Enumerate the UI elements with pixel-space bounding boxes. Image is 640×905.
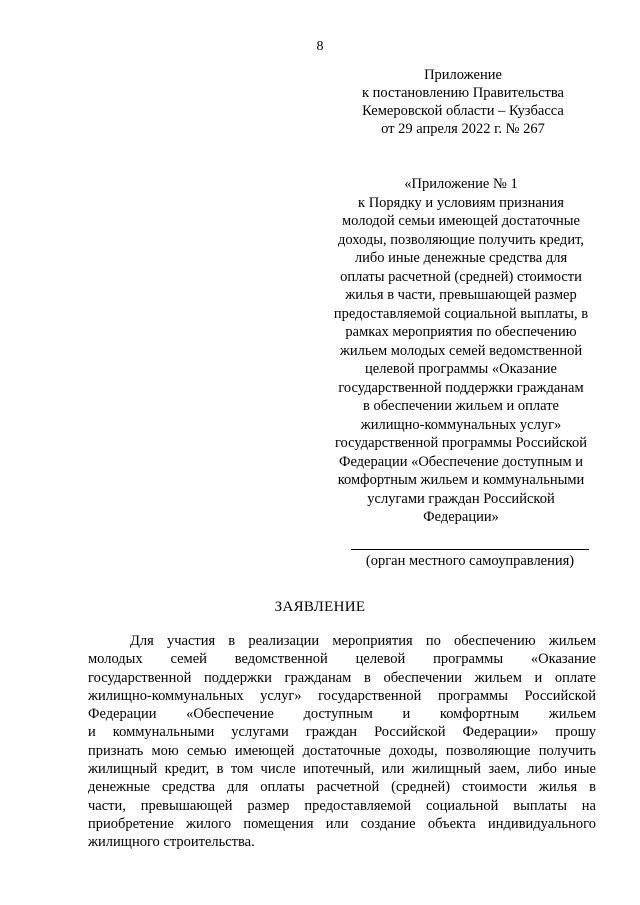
appendix-header — [318, 66, 608, 138]
statement-line: жилищный кредит, в том числе ипотечный, или жилищный заем, либо иные — [88, 761, 596, 778]
appendix-one-line: государственной поддержки гражданам — [338, 379, 584, 396]
appendix-one-line: государственной программы Российской — [334, 435, 588, 451]
appendix-header-line: от 29 апреля 2022 г. № 267 — [381, 121, 545, 137]
appendix-one-line: жилья в части, превышающей размер — [345, 287, 577, 303]
appendix-header-line: к постановлению Правительства — [362, 85, 564, 101]
statement-line: Федерации «Обеспечение доступным и комфортным жильем — [88, 706, 596, 723]
appendix-one-line: предоставляемой социальной выплаты, в — [333, 305, 589, 322]
appendix-one-line: либо иные денежные средства для — [354, 250, 568, 266]
statement-line: приобретение жилого помещения или создание объекта индивидуального — [88, 815, 596, 832]
appendix-one-line: доходы, позволяющие получить кредит, — [338, 231, 584, 248]
appendix-one-line: жилищно-коммунальных услуг» — [360, 416, 562, 433]
statement-line: и коммунальными услугами граждан Российской Федерации» прошу — [88, 724, 596, 741]
appendix-one-line: молодой семьи имеющей достаточные — [342, 213, 580, 229]
appendix-header-line: Кемеровской области – Кузбасса — [362, 103, 564, 119]
appendix-one-line: в обеспечении жильем и оплате — [363, 398, 559, 414]
statement-line: Для участия в реализации мероприятия по обеспечению жильем — [130, 633, 596, 649]
statement-line: жилищно-коммунальных услуг» государственной программы Российской — [88, 687, 596, 704]
appendix-one-line: рамках мероприятия по обеспечению — [345, 324, 577, 340]
appendix-one-block — [312, 175, 610, 527]
appendix-one-line: услугами граждан Российской — [367, 490, 555, 507]
appendix-one-line: жильем молодых семей ведомственной — [339, 342, 583, 359]
statement-line: денежные средства для оплаты расчетной (средней) стоимости жилья в — [88, 779, 596, 796]
appendix-one-line: Федерации «Обеспечение доступным и — [338, 453, 584, 470]
statement-body — [88, 632, 596, 852]
document-title: ЗАЯВЛЕНИЕ — [274, 599, 366, 615]
appendix-one-line: «Приложение № 1 — [404, 176, 518, 192]
appendix-one-line: оплаты расчетной (средней) стоимости — [340, 268, 582, 285]
statement-line: жилищного строительства. — [88, 834, 255, 851]
appendix-one-line: Федерации» — [423, 509, 499, 525]
statement-line: признать мою семью имеющей достаточные доходы, позволяющие получить — [88, 742, 596, 759]
page-number: 8 — [316, 39, 324, 54]
statement-line: части, превышающей размер предоставляемой социальной выплаты на — [88, 797, 596, 814]
authority-signature-line — [351, 549, 589, 550]
appendix-one-line: комфортным жильем и коммунальными — [337, 472, 585, 488]
authority-caption: (орган местного самоуправления) — [365, 553, 575, 569]
appendix-header-line: Приложение — [424, 67, 502, 83]
appendix-one-line: целевой программы «Оказание — [365, 361, 557, 377]
statement-line: государственной поддержки гражданам в обеспечении жильем и оплате — [88, 669, 596, 686]
appendix-one-line: к Порядку и условиям признания — [358, 194, 564, 211]
statement-line: молодых семей ведомственной целевой программы «Оказание — [88, 651, 596, 668]
